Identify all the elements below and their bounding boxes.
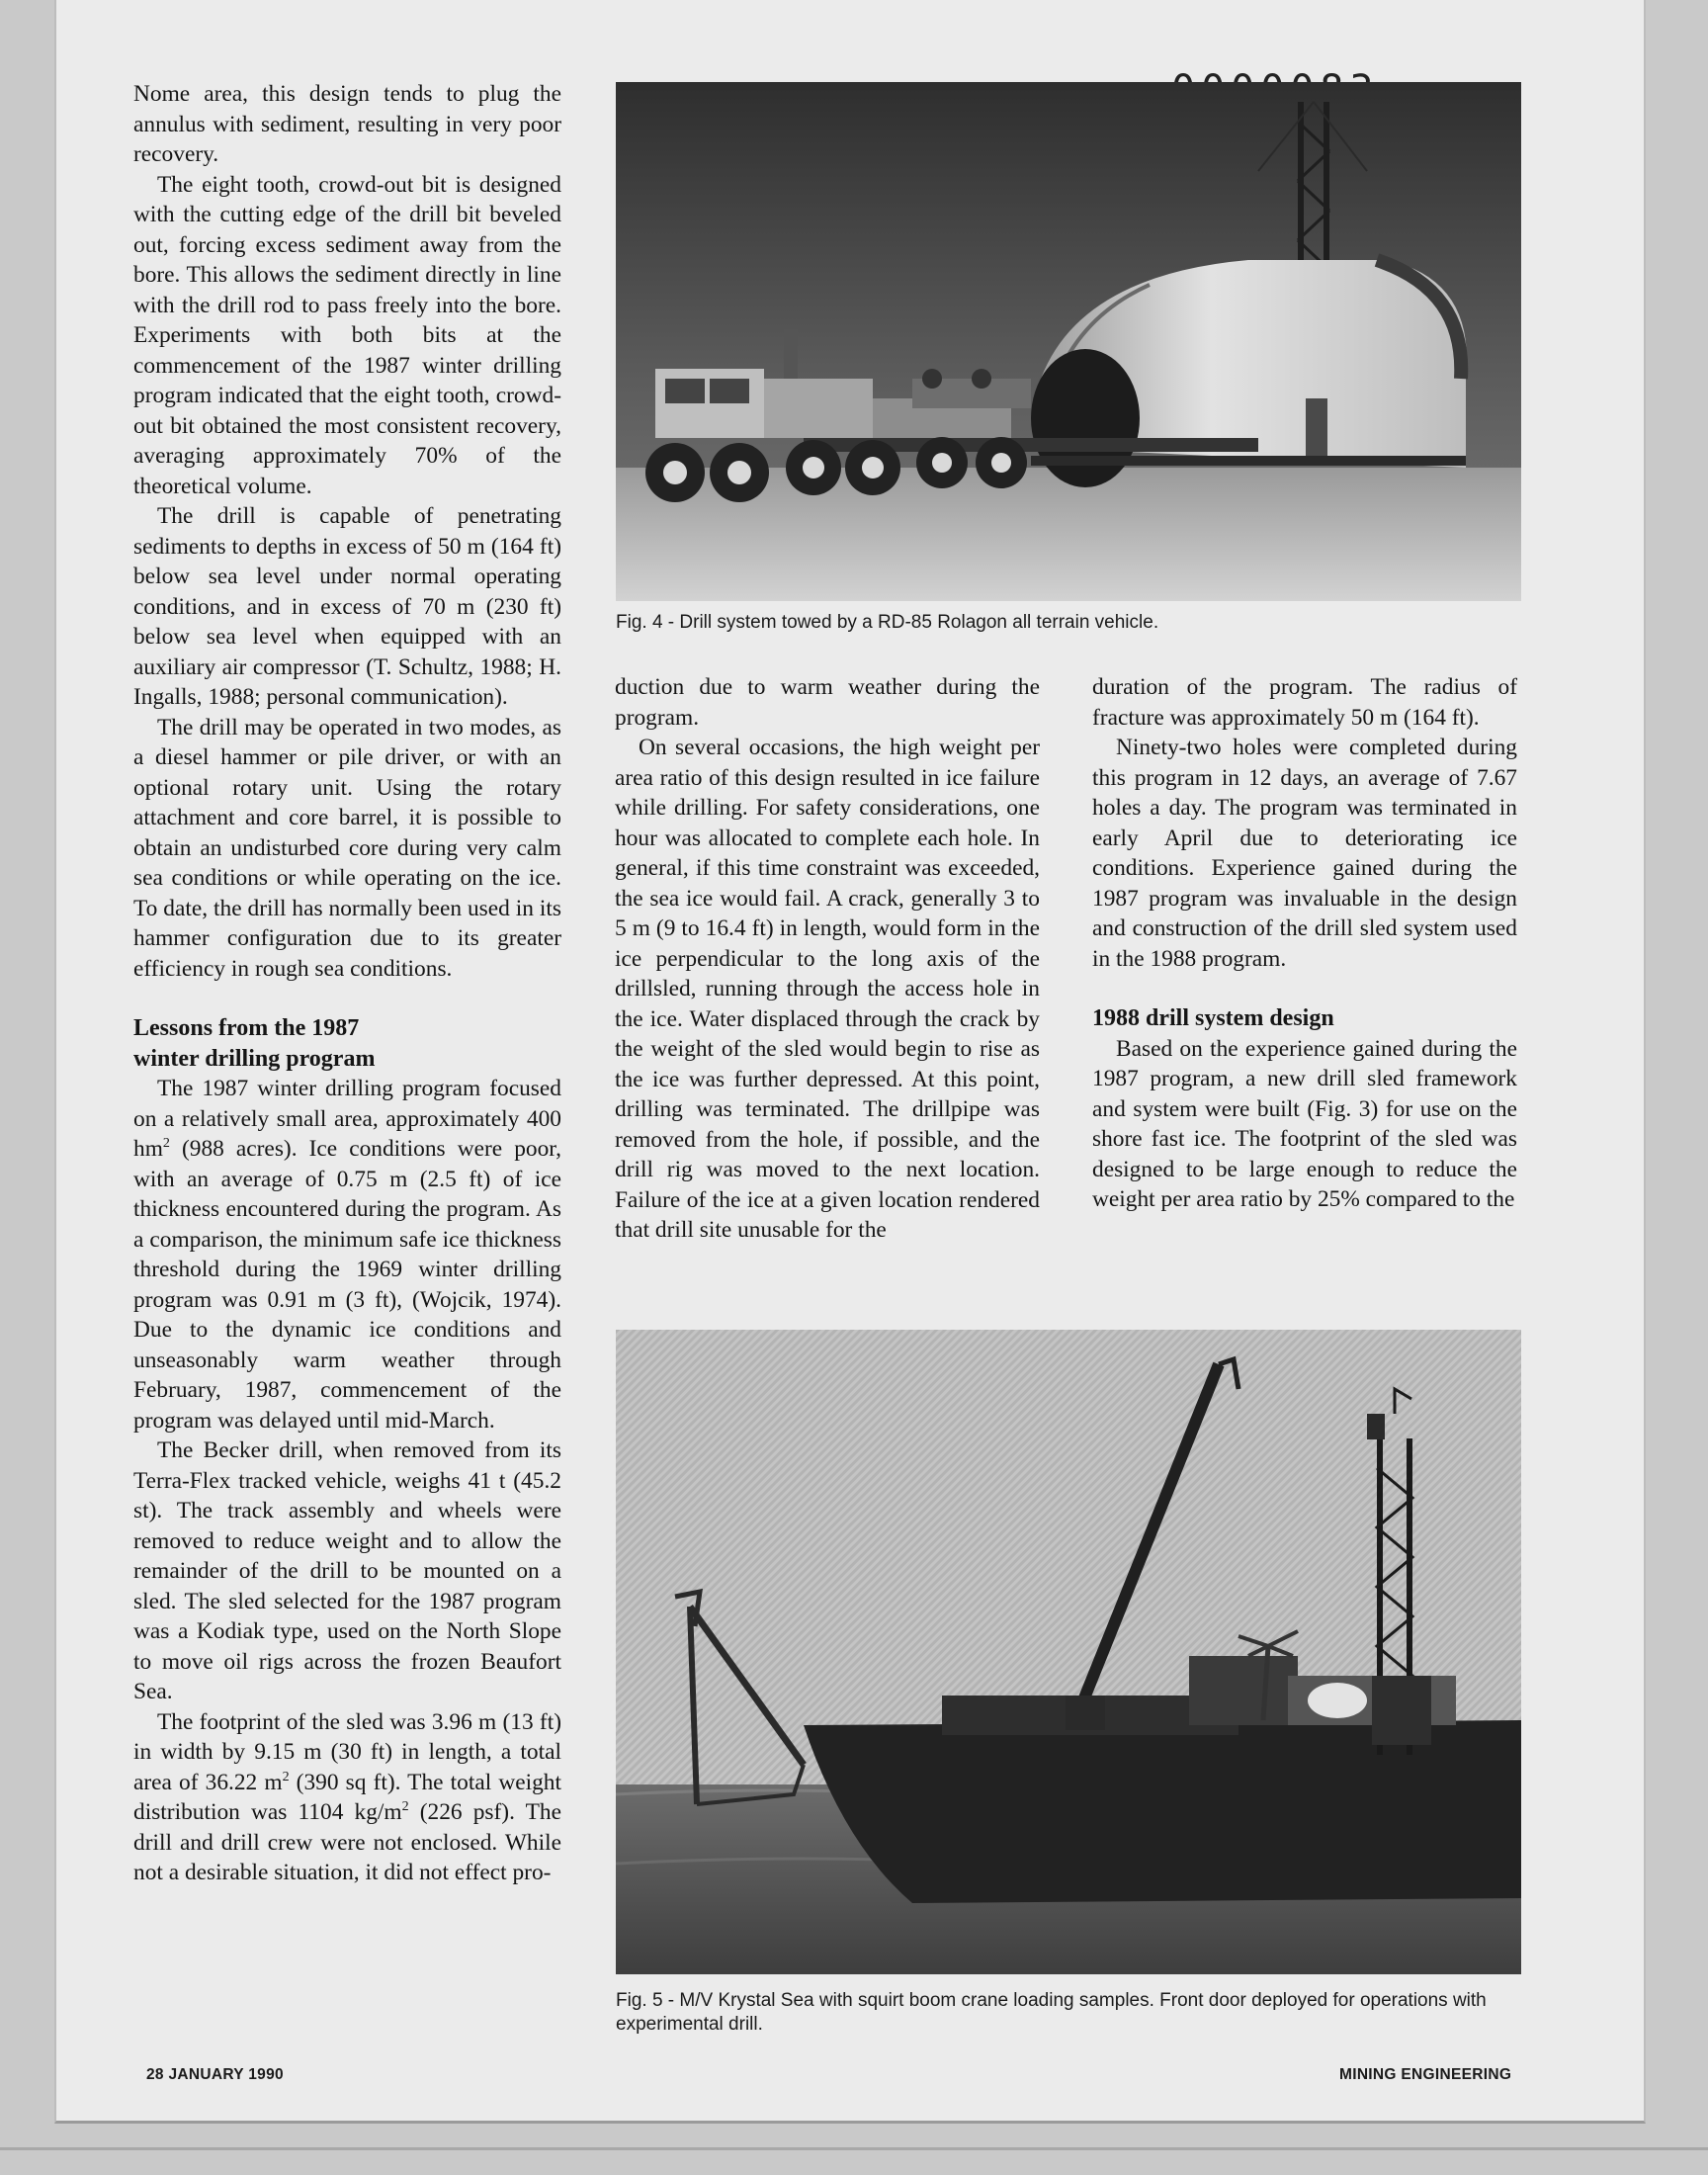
heading-line-2: winter drilling program: [133, 1045, 376, 1072]
paragraph: The Becker drill, when removed from its Terra-Flex tracked vehicle, weighs 41 t (45.2 st). The track assembly and wheels were removed to reduce weight and to allow the remainder of the drill to be mounted on a sled. The sled selected for the 1987 program was a Kodiak type, used on the North Slope to move oil rigs across the frozen Beaufort Sea.: [133, 1437, 561, 1704]
section-heading: 1988 drill system design: [1092, 1005, 1334, 1031]
heading-line-1: Lessons from the 1987: [133, 1015, 360, 1041]
paragraph: Nome area, this design tends to plug the annulus with sediment, resulting in very poor recovery.: [133, 81, 561, 167]
figure-5-caption: Fig. 5 - M/V Krystal Sea with squirt boom crane loading samples. Front door deployed for operations with experimental drill.: [616, 1990, 1487, 2035]
paragraph: The drill may be operated in two modes, as a diesel hammer or pile driver, or with an optional rotary unit. Using the rotary attachment and core barrel, it is possible to obtain an undisturbed core during very calm sea conditions or while operating on the ice. To date, the drill has normally been used in its hammer configuration due to its greater efficiency in rough sea conditions.: [133, 714, 561, 982]
figure-5-photo: [616, 1330, 1521, 1974]
text-column-2: [615, 672, 1040, 1246]
text-column-3: [1092, 672, 1517, 1215]
paragraph: duration of the program. The radius of fracture was approximately 50 m (164 ft).: [1092, 674, 1517, 731]
text-column-1: [133, 79, 561, 1888]
paragraph: The drill is capable of penetrating sediments to depths in excess of 50 m (164 ft) below sea level under normal operating conditions, and in excess of 70 m (230 ft) below sea level when equipped with an auxiliary air compressor (T. Schultz, 1988; H. Ingalls, 1988; personal communication).: [133, 503, 561, 710]
paragraph: duction due to warm weather during the program.: [615, 674, 1040, 731]
paragraph: Based on the experience gained during the 1987 program, a new drill sled framework and system were built (Fig. 3) for use on the shore fast ice. The footprint of the sled was designed to be large enough to reduce the weight per area ratio by 25% compared to the: [1092, 1035, 1517, 1212]
paragraph: The eight tooth, crowd-out bit is designed with the cutting edge of the drill bit beveled out, forcing excess sediment away from the bore. This allows the sediment directly in line with the drill rod to pass freely into the bore. Experiments with both bits at the commencement of the 1987 winter drilling program indicated that the eight tooth, crowd-out bit obtained the most consistent recovery, averaging approximately 70% of the theoretical volume.: [133, 171, 561, 499]
footer-publication: MINING ENGINEERING: [1339, 2066, 1512, 2083]
drill-sled-vehicle-image: [616, 82, 1521, 601]
scan-bottom-edge: [0, 2147, 1708, 2150]
section-heading: [133, 1013, 561, 1074]
paragraph: The footprint of the sled was 3.96 m (13 ft) in width by 9.15 m (30 ft) in length, a total area of 36.22 $m^2$ (390 sq ft). The total weight distribution was 1104 $kg/m^2$ (226 psf). The drill and drill crew were not enclosed. While not a desirable situation, it did not effect pro-: [133, 1708, 561, 1885]
paragraph: On several occasions, the high weight per area ratio of this design resulted in ice failure while drilling. For safety considerations, one hour was allocated to complete each hole. In general, if this time constraint was exceeded, the sea ice would fail. A crack, generally 3 to 5 m (9 to 16.4 ft) in length, would form in the ice perpendicular to the long axis of the drillsled, running through the access hole in the ice. Water displaced through the crack by the weight of the sled would begin to rise as the ice was further depressed. At this point, drilling was terminated. The drillpipe was removed from the hole, if possible, and the drill rig was moved to the next location. Failure of the ice at a given location rendered that drill site unusable for the: [615, 735, 1040, 1243]
paragraph: Ninety-two holes were completed during this program in 12 days, an average of 7.67 holes a day. The program was terminated in early April due to deteriorating ice conditions. Experience gained during the 1987 program was invaluable in the design and construction of the drill sled system used in the 1988 program.: [1092, 735, 1517, 972]
paragraph: The 1987 winter drilling program focused on a relatively small area, approximately 400 $hm^2$ (988 acres). Ice conditions were poor, with an average of 0.75 m (2.5 ft) of ice thickness encountered during the program. As a comparison, the minimum safe ice thickness threshold during the 1969 winter drilling program was 0.91 m (3 ft), (Wojcik, 1974). Due to the dynamic ice conditions and unseasonably warm weather through February, 1987, commencement of the program was delayed until mid-March.: [133, 1076, 561, 1434]
ship-with-crane-image: [616, 1330, 1521, 1974]
footer-page-date: 28 JANUARY 1990: [146, 2066, 284, 2083]
figure-4-caption: Fig. 4 - Drill system towed by a RD-85 Rolagon all terrain vehicle.: [616, 612, 1159, 633]
figure-4-photo: [616, 82, 1521, 601]
